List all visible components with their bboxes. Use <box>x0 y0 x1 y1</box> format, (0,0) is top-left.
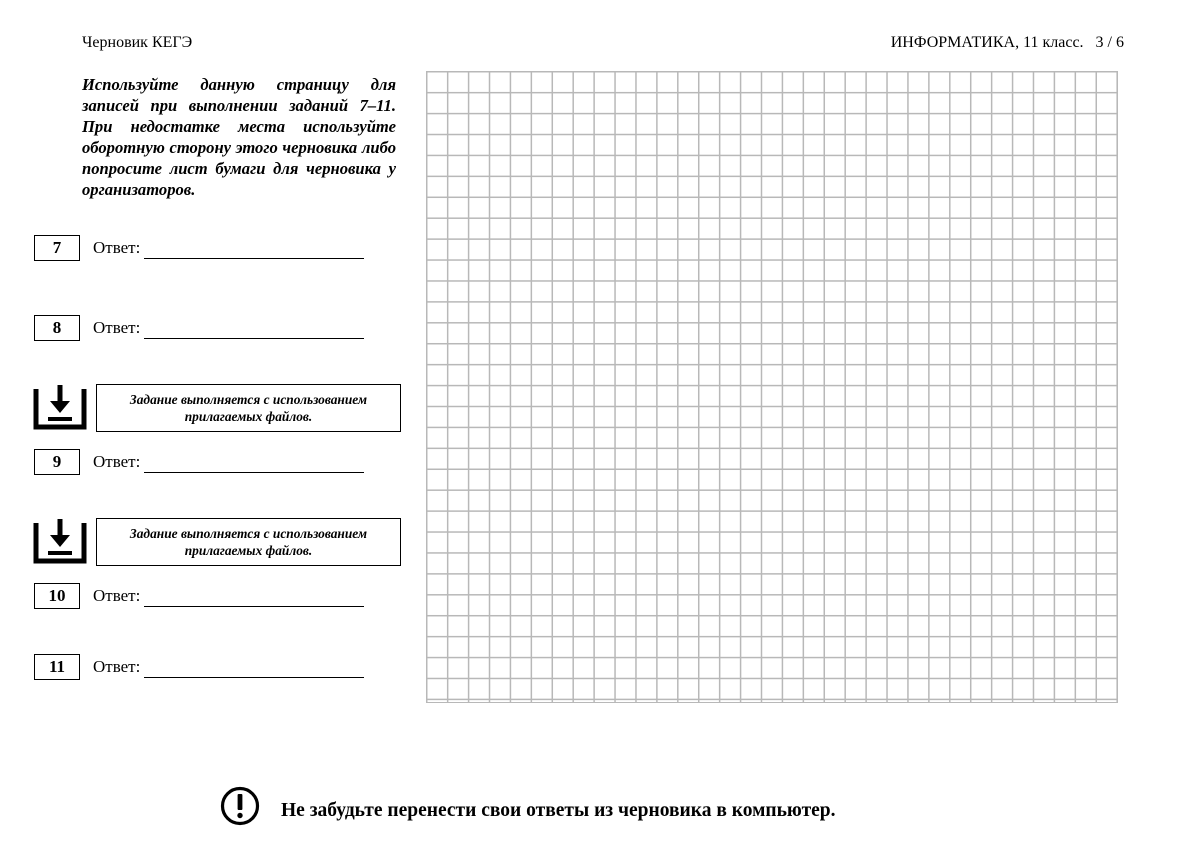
file-note-box <box>96 518 401 566</box>
download-tray-icon <box>32 383 88 431</box>
header-left-title: Черновик КЕГЭ <box>82 34 193 51</box>
task-number-box: 8 <box>34 315 80 341</box>
task-row-11 <box>34 653 364 681</box>
task-row-7 <box>34 234 364 262</box>
file-note-box <box>96 384 401 432</box>
file-note-text: Задание выполняется с использованием прилагаемых файлов. <box>129 526 368 558</box>
task-number-box: 7 <box>34 235 80 261</box>
task-number-box: 10 <box>34 583 80 609</box>
answer-line[interactable] <box>144 455 364 473</box>
answer-label: Ответ: <box>93 586 141 605</box>
exclamation-circle-icon <box>219 785 261 827</box>
header-right-subject-page: ИНФОРМАТИКА, 11 класс. 3 / 6 <box>890 34 1124 51</box>
task-row-9 <box>34 448 364 476</box>
answer-label: Ответ: <box>93 657 141 676</box>
reminder-text: Не забудьте перенести свои ответы из черновика в компьютер. <box>281 800 836 821</box>
answer-line[interactable] <box>144 321 364 339</box>
task-number-box: 9 <box>34 449 80 475</box>
file-note-text: Задание выполняется с использованием прилагаемых файлов. <box>129 392 368 424</box>
task-number-box: 11 <box>34 654 80 680</box>
answer-line[interactable] <box>144 660 364 678</box>
draft-grid[interactable] <box>426 71 1118 703</box>
answer-label: Ответ: <box>93 318 141 337</box>
answer-label: Ответ: <box>93 238 141 257</box>
answer-line[interactable] <box>144 241 364 259</box>
download-tray-icon <box>32 517 88 565</box>
task-row-10 <box>34 582 364 610</box>
answer-label: Ответ: <box>93 452 141 471</box>
instructions-text: Используйте данную страницу для записей при выполнении заданий 7–11. При недостатке места используйте оборотную сторону этого черновика либо попросите лист бумаги для черновика у организаторов. <box>82 75 396 199</box>
answer-line[interactable] <box>144 589 364 607</box>
task-row-8 <box>34 314 364 342</box>
